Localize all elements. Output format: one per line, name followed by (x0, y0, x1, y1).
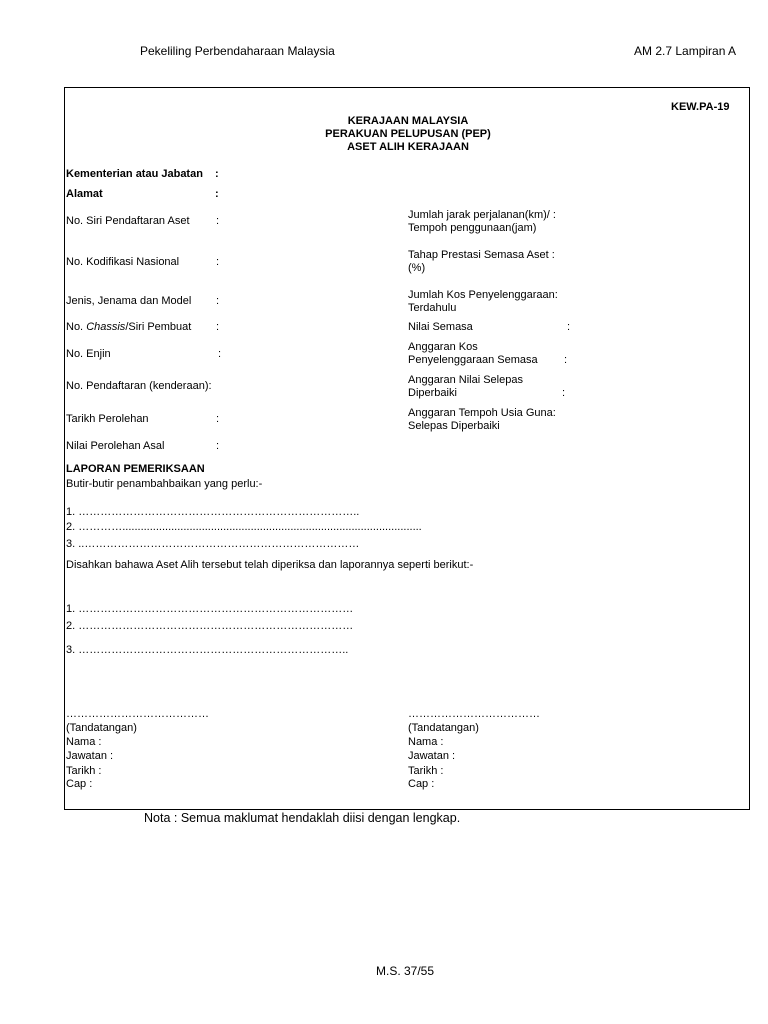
nilai-semasa-label: Nilai Semasa (408, 321, 473, 333)
jarak-label-1: Jumlah jarak perjalanan(km)/ : (408, 209, 556, 221)
butir-line-1: 1. ………………………………………………………………….. (66, 506, 360, 518)
kos-terdahulu-label-2: Terdahulu (408, 302, 457, 314)
sign-right-tandatangan: (Tandatangan) (408, 722, 479, 734)
tempoh-usia-label-1: Anggaran Tempoh Usia Guna: (408, 407, 556, 419)
nota-text: Nota : Semua maklumat hendaklah diisi dengan lengkap. (144, 811, 461, 825)
anggaran-kos-label-2: Penyelenggaraan Semasa (408, 354, 538, 366)
anggaran-kos-label-1: Anggaran Kos (408, 341, 478, 353)
enjin-label: No. Enjin (66, 348, 111, 360)
form-code: KEW.PA-19 (671, 101, 730, 113)
disahkan-line-1: 1. ………………………………………………………………… (66, 603, 354, 615)
disahkan-line-3: 3. ……………………………………………………………….. (66, 644, 349, 656)
siri-pendaftaran-colon: : (216, 215, 220, 227)
kos-terdahulu-label-1: Jumlah Kos Penyelenggaraan: (408, 289, 558, 301)
butir-line-3: 3. ..………………………………………………………………… (66, 538, 360, 550)
page-number: M.S. 37/55 (376, 964, 435, 978)
alamat-label: Alamat (66, 188, 103, 200)
prestasi-label-2: (%) (408, 262, 426, 274)
anggaran-nilai-label-1: Anggaran Nilai Selepas (408, 374, 523, 386)
chassis-italic: Chassis (86, 321, 126, 333)
disahkan-line-2: 2. ………………………………………………………………… (66, 620, 354, 632)
form-title-1: KERAJAAN MALAYSIA (347, 115, 469, 127)
disahkan-text: Disahkan bahawa Aset Alih tersebut telah diperiksa dan laporannya seperti berikut:- (66, 559, 474, 571)
nilai-perolehan-colon: : (216, 440, 220, 452)
kementerian-label: Kementerian atau Jabatan (66, 168, 203, 180)
enjin-colon: : (218, 348, 222, 360)
laporan-heading: LAPORAN PEMERIKSAAN (66, 463, 205, 475)
form-title-2: PERAKUAN PELUPUSAN (PEP) (325, 128, 491, 140)
header-right-text: AM 2.7 Lampiran A (634, 44, 737, 58)
sign-right-tarikh: Tarikh : (408, 765, 444, 777)
sign-right-nama: Nama : (408, 736, 444, 748)
tarikh-perolehan-colon: : (216, 413, 220, 425)
kodifikasi-colon: : (216, 256, 220, 268)
butir-line-2: 2. ………….................................................................................................. (66, 521, 422, 533)
sign-left-tarikh: Tarikh : (66, 765, 102, 777)
pendaftaran-label: No. Pendaftaran (kenderaan): (66, 380, 212, 392)
prestasi-label-1: Tahap Prestasi Semasa Aset : (408, 249, 555, 261)
kodifikasi-label: No. Kodifikasi Nasional (66, 256, 180, 268)
sign-left-jawatan: Jawatan : (66, 750, 114, 762)
chassis-post: /Siri Pembuat (125, 321, 192, 333)
sign-left-tandatangan: (Tandatangan) (66, 722, 137, 734)
chassis-pre: No. (66, 321, 87, 333)
sign-right-jawatan: Jawatan : (408, 750, 456, 762)
sign-left-dots: ………………………………… (66, 708, 209, 720)
anggaran-nilai-label-2: Diperbaiki (408, 387, 457, 399)
sign-left-nama: Nama : (66, 736, 102, 748)
alamat-colon: : (215, 188, 219, 200)
header-left-text: Pekeliling Perbendaharaan Malaysia (140, 44, 335, 58)
anggaran-nilai-colon: : (562, 387, 566, 399)
jarak-label-2: Tempoh penggunaan(jam) (408, 222, 537, 234)
anggaran-kos-colon: : (564, 354, 568, 366)
kementerian-colon: : (215, 168, 219, 180)
chassis-colon: : (216, 321, 220, 333)
nilai-semasa-colon: : (567, 321, 571, 333)
sign-left-cap: Cap : (66, 778, 93, 790)
sign-right-dots: ……………………………… (408, 708, 540, 720)
sign-right-cap: Cap : (408, 778, 435, 790)
form-box (64, 87, 750, 810)
form-title-3: ASET ALIH KERAJAAN (347, 141, 469, 153)
chassis-label (66, 321, 191, 334)
siri-pendaftaran-label: No. Siri Pendaftaran Aset (66, 215, 190, 227)
butir-text: Butir-butir penambahbaikan yang perlu:- (66, 478, 263, 490)
jenis-colon: : (216, 295, 220, 307)
nilai-perolehan-label: Nilai Perolehan Asal (66, 440, 165, 452)
tempoh-usia-label-2: Selepas Diperbaiki (408, 420, 500, 432)
jenis-label: Jenis, Jenama dan Model (66, 295, 192, 307)
tarikh-perolehan-label: Tarikh Perolehan (66, 413, 149, 425)
